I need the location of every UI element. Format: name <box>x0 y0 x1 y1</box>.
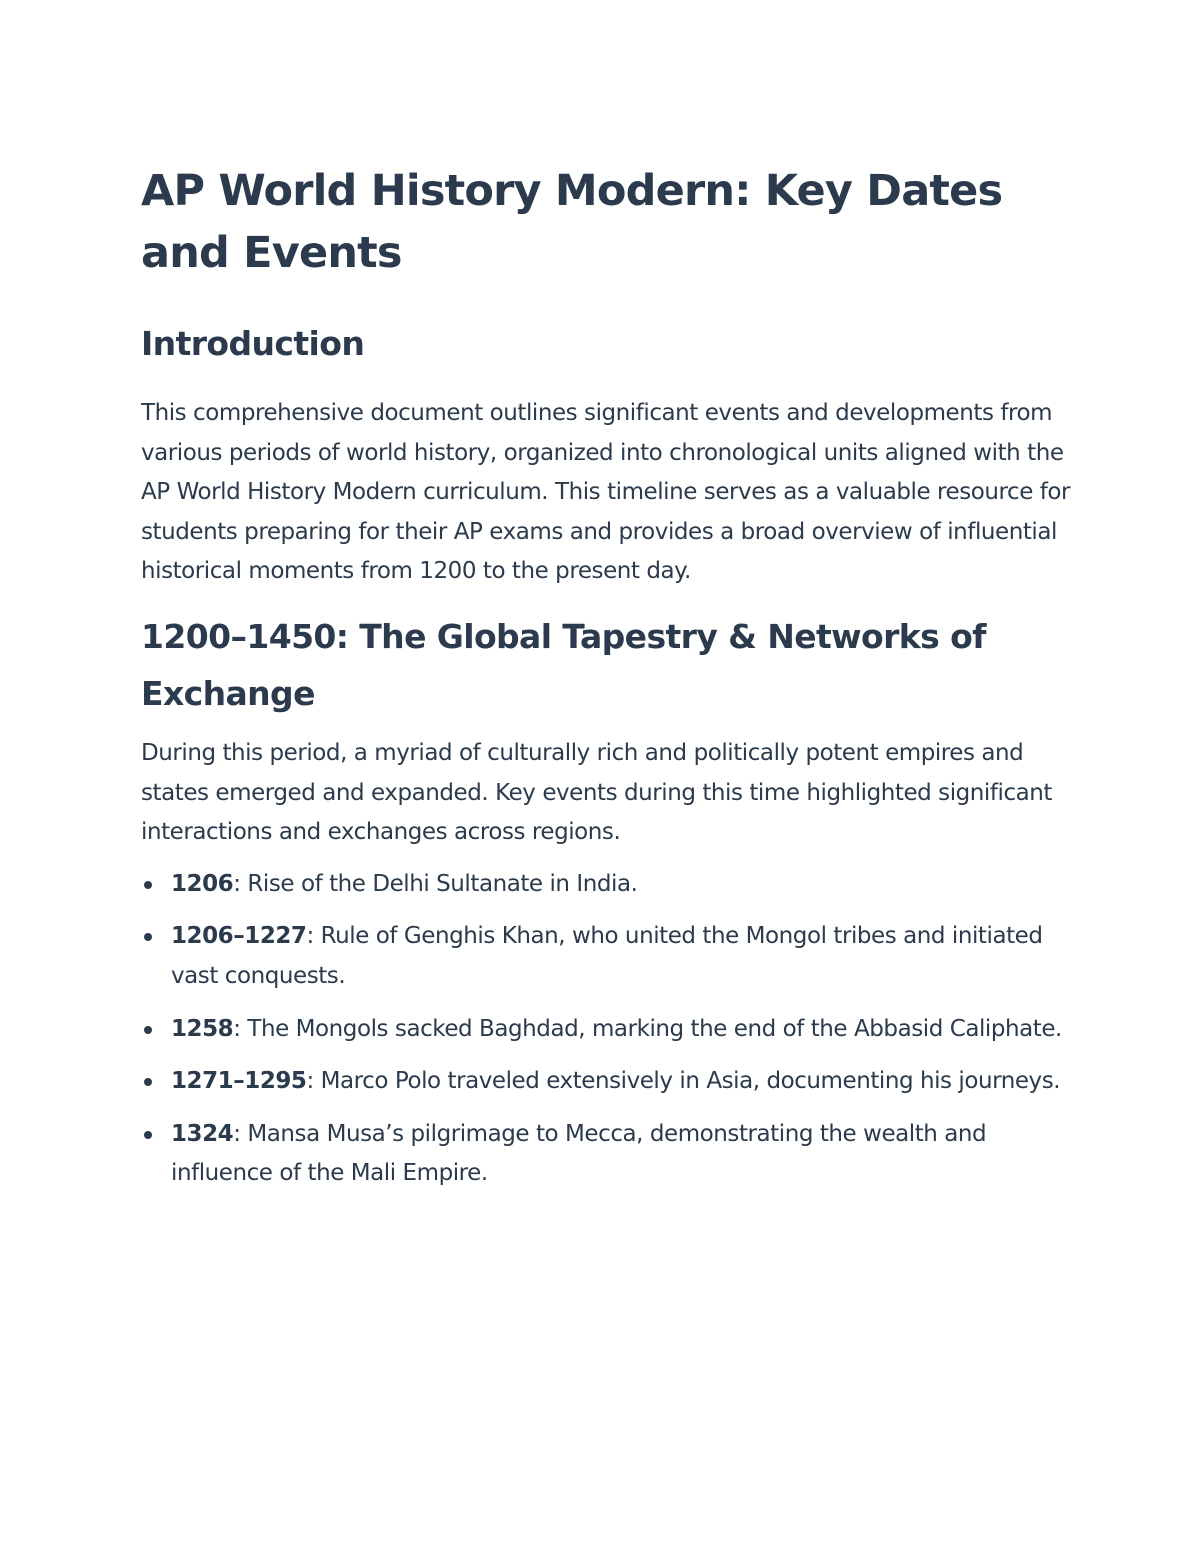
introduction-paragraph: This comprehensive document outlines significant events and developments from various periods of world history, organized into chronological units aligned with the AP World History Modern curriculum. This timeline serves as a valuable resource for students preparing for their AP exams and provides a broad overview of influential historical moments from 1200 to the present day. <box>141 400 1071 585</box>
event-list-item <box>141 1062 1071 1102</box>
bullet-icon <box>144 933 152 941</box>
event-date: 1206–1227 <box>171 923 307 950</box>
event-date: 1271–1295 <box>171 1068 307 1095</box>
event-description: : Rise of the Delhi Sultanate in India. <box>233 870 638 897</box>
event-list-item <box>141 917 1071 996</box>
event-description: : Marco Polo traveled extensively in Asia, documenting his journeys. <box>306 1068 1061 1095</box>
event-list-item <box>141 1115 1071 1194</box>
bullet-icon <box>144 881 152 889</box>
event-description: : The Mongols sacked Baghdad, marking the end of the Abbasid Caliphate. <box>233 1015 1062 1042</box>
bullet-icon <box>144 1026 152 1034</box>
event-date: 1258 <box>171 1015 234 1042</box>
event-date: 1206 <box>171 870 234 897</box>
unit1-paragraph: During this period, a myriad of culturally rich and politically potent empires and states emerged and expanded. Key events during this time highlighted significant interactions and exchanges across regions. <box>141 739 1052 846</box>
document-title: AP World History Modern: Key Dates and Events <box>141 166 1003 278</box>
bullet-icon <box>144 1131 152 1139</box>
event-date: 1324 <box>171 1120 234 1147</box>
event-list <box>141 865 1071 1194</box>
bullet-icon <box>144 1078 152 1086</box>
introduction-heading: Introduction <box>141 324 365 363</box>
unit1-heading: 1200–1450: The Global Tapestry & Networks of Exchange <box>141 616 986 713</box>
document-page <box>141 160 1071 1207</box>
event-list-item <box>141 865 1071 905</box>
event-list-item <box>141 1010 1071 1050</box>
event-description: : Rule of Genghis Khan, who united the Mongol tribes and initiated vast conquests. <box>171 923 1043 989</box>
event-description: : Mansa Musa’s pilgrimage to Mecca, demonstrating the wealth and influence of the Mali Empire. <box>171 1120 987 1187</box>
